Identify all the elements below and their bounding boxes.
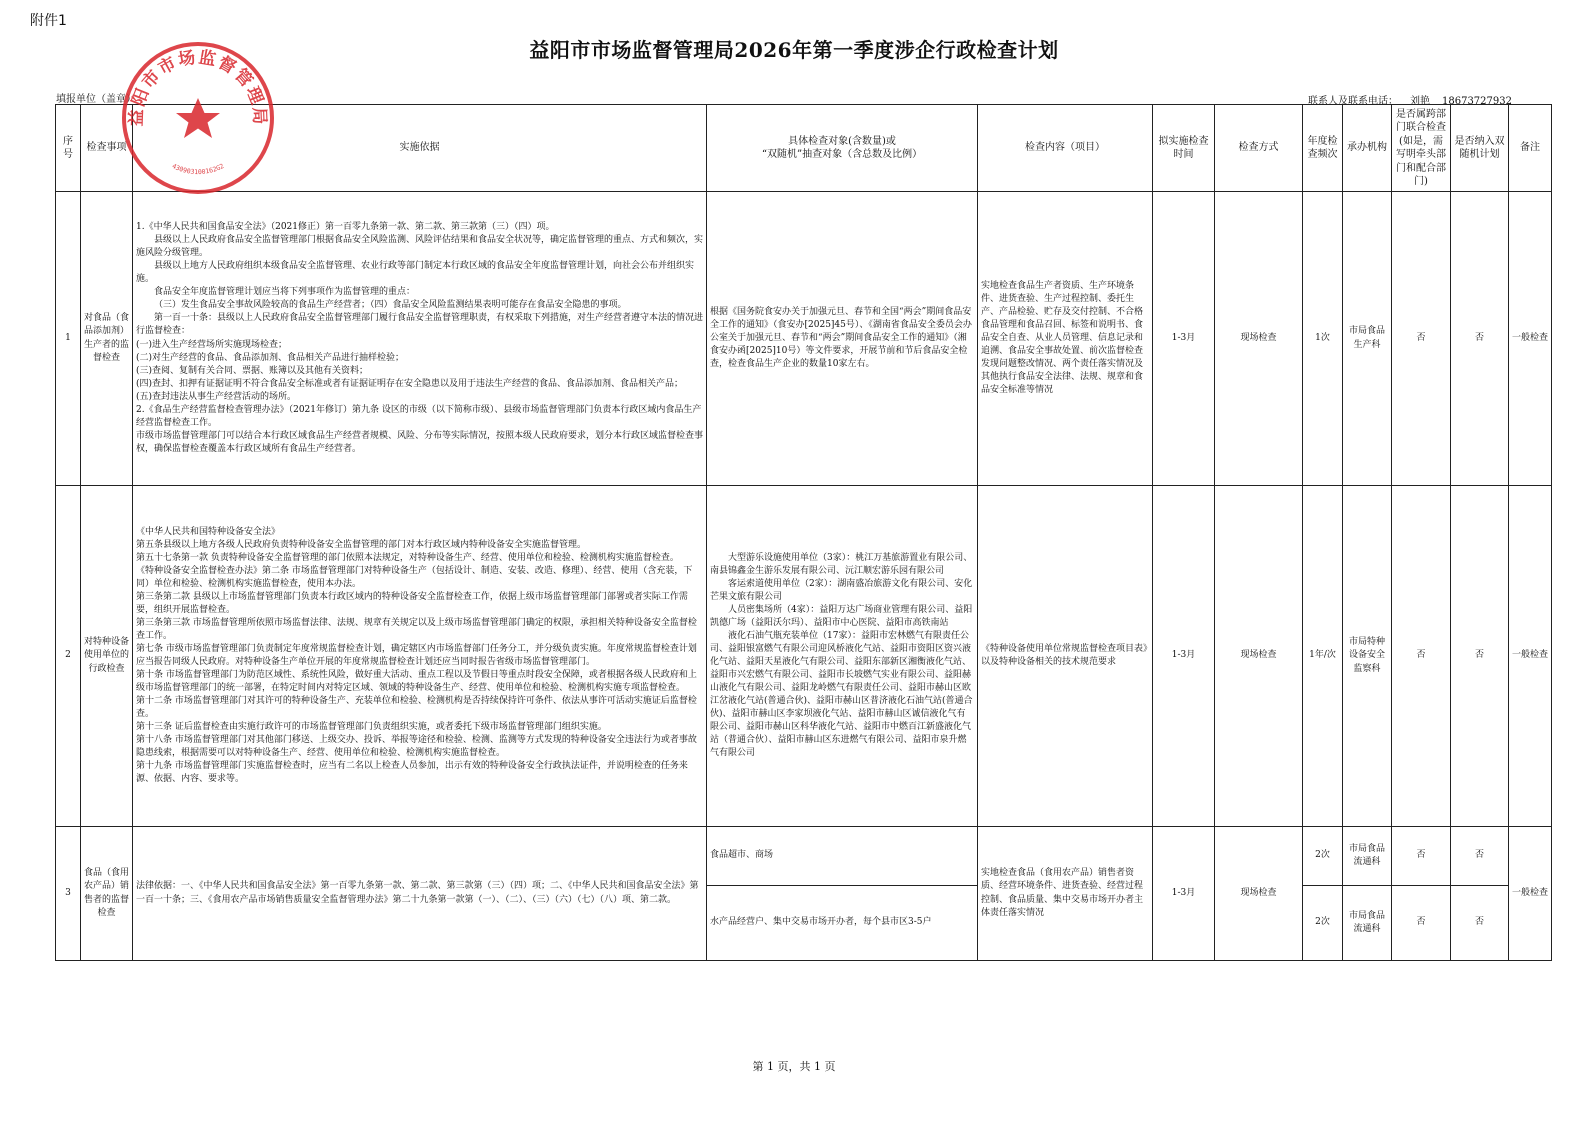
paragraph: 第十八条 市场监督管理部门对其他部门移送、上级交办、投诉、举报等途径和检验、检测、监测等方式发现的特种设备安全违法行为或者事故隐患线索，根据需要可以对特种设备生产、经营、使用单位和检验、检测机构实施监督检查。 xyxy=(136,735,697,759)
item-cell: 对食品（食品添加剂）生产者的监督检查 xyxy=(81,192,133,486)
paragraph: 第三条第二款 县级以上市场监督管理部门负责本行政区域内的特种设备安全监督检查工作，依据上级市场监督管理部门部署或者实际工作需要，组织开展监督检查。 xyxy=(136,591,688,615)
target-cell xyxy=(707,192,978,486)
page-footer: 第 1 页，共 1 页 xyxy=(752,1060,836,1073)
joint-cell: 否 xyxy=(1392,486,1451,827)
remark-cell: 一般检查 xyxy=(1509,486,1552,827)
contact-phone: 18673727932 xyxy=(1442,96,1512,107)
paragraph: 第五条县级以上地方各级人民政府负责特种设备安全监督管理的部门对本行政区域内特种设备安全实施监督管理。 xyxy=(136,539,587,550)
item-cell: 食品（食用农产品）销售者的监督检查 xyxy=(81,827,133,961)
joint-cell: 否 xyxy=(1392,192,1451,486)
seal-code-text: 430903100162G2 xyxy=(170,162,226,177)
header-freq: 年度检查频次 xyxy=(1303,105,1343,192)
time-cell: 1-3月 xyxy=(1153,192,1215,486)
table-row xyxy=(56,486,1552,827)
method-cell: 现场检查 xyxy=(1215,192,1303,486)
paragraph: 根据《国务院食安办关于加强元旦、春节和全国“两会”期间食品安全工作的通知》（食安办[2025]45号）、《湖南省食品安全委员会办公室关于加强元旦、春节和“两会”期间食品安全工作的通知》（湘食安办函[2025]10号）等文件要求，开展节前和节后食品安全检查，检查食品生产企业的数量10家左右。 xyxy=(710,306,972,370)
org-cell: 市局特种设备安全监察科 xyxy=(1343,486,1392,827)
header-basis: 实施依据 xyxy=(133,105,707,192)
freq-cell: 2次 xyxy=(1303,886,1343,961)
random-cell: 否 xyxy=(1451,486,1509,827)
header-item: 检查事项 xyxy=(81,105,133,192)
paragraph: 第十三条 证后监督检查由实施行政许可的市场监督管理部门负责组织实施，或者委托下级市场监督管理部门组织实施。 xyxy=(136,722,607,733)
content-cell: 《特种设备使用单位常规监督检查项目表》以及特种设备相关的技术规范要求 xyxy=(978,486,1153,827)
inspection-plan-table xyxy=(55,104,1552,961)
header-time: 拟实施检查时间 xyxy=(1153,105,1215,192)
paragraph: (四)查封、扣押有证据证明不符合食品安全标准或者有证据证明存在安全隐患以及用于违法生产经营的食品、食品添加剂、食品相关产品； xyxy=(136,378,684,389)
paragraph: 人员密集场所（4家）：益阳万达广场商业管理有限公司、益阳凯德广场（益阳沃尔玛）、益阳市中心医院、益阳市高铁南站 xyxy=(710,604,973,628)
basis-cell xyxy=(133,486,707,827)
paragraph: 《中华人民共和国特种设备安全法》 xyxy=(136,526,281,537)
content-cell: 实地检查食品（食用农产品）销售者资质、经营环境条件、进货查验、经营过程控制、食品质量、集中交易市场开办者主体责任落实情况 xyxy=(978,827,1153,961)
paragraph: (三)查阅、复制有关合同、票据、账簿以及其他有关资料； xyxy=(136,365,369,376)
table-row xyxy=(56,192,1552,486)
paragraph: (五)查封违法从事生产经营活动的场所。 xyxy=(136,391,297,402)
time-cell: 1-3月 xyxy=(1153,486,1215,827)
basis-cell xyxy=(133,827,707,961)
random-cell: 否 xyxy=(1451,192,1509,486)
paragraph: (一)进入生产经营场所实施现场检查； xyxy=(136,339,288,350)
paragraph: 第三条第三款 市场监督管理所依照市场监督法律、法规、规章有关规定以及上级市场监督管理部门确定的权限，承担相关特种设备安全监督检查工作。 xyxy=(136,617,697,641)
header-remark: 备注 xyxy=(1509,105,1552,192)
paragraph: 1.《中华人民共和国食品安全法》（2021修正）第一百零九条第一款、第二款、第三款第（三）（四）项。 xyxy=(136,222,555,233)
time-cell: 1-3月 xyxy=(1153,827,1215,961)
paragraph: 法律依据：一、《中华人民共和国食品安全法》第一百零九条第一款、第二款、第三款第（三）（四）项；二、《中华人民共和国食品安全法》第一百一十条；三、《食用农产品市场销售质量安全监督管理办法》第二十九条第一款第（一）、（二）、（三）（六）（七）（八）项、第二款。 xyxy=(136,881,699,905)
header-target: 具体检查对象(含数量)或 “双随机”抽查对象（含总数及比例） xyxy=(707,105,978,192)
joint-cell: 否 xyxy=(1392,886,1451,961)
contact-name: 刘艳 xyxy=(1410,96,1430,107)
contact-label: 联系人及联系电话： xyxy=(1308,96,1398,107)
paragraph: 食品安全年度监督管理计划应当将下列事项作为监督管理的重点： xyxy=(154,287,416,298)
random-cell: 否 xyxy=(1451,827,1509,886)
paragraph: 客运索道使用单位（2家）：湖南盛冶旅游文化有限公司、安化芒果文旅有限公司 xyxy=(710,578,973,602)
item-cell: 对特种设备使用单位的行政检查 xyxy=(81,486,133,827)
remark-cell: 一般检查 xyxy=(1509,192,1552,486)
method-cell: 现场检查 xyxy=(1215,827,1303,961)
basis-cell xyxy=(133,192,707,486)
paragraph: 2.《食品生产经营监督检查管理办法》（2021年修订）第九条 设区的市级（以下简称市级）、县级市场监督管理部门负责本行政区域内食品生产经营监督检查工作。 xyxy=(136,404,702,428)
paragraph: 第十九条 市场监督管理部门实施监督检查时，应当有二名以上检查人员参加，出示有效的特种设备安全行政执法证件，并说明检查的任务来源、依据、内容、要求等。 xyxy=(136,761,688,785)
header-row xyxy=(56,105,1552,192)
seq-cell: 3 xyxy=(56,827,81,961)
target-cell: 食品超市、商场 xyxy=(707,827,978,886)
paragraph: 《特种设备安全监督检查办法》第二条 市场监督管理部门对特种设备生产（包括设计、制造、安装、改造、修理）、经营、使用（含充装，下同）单位和检验、检测机构实施监督检查，使用本办法。 xyxy=(136,565,693,589)
paragraph: (二)对生产经营的食品、食品添加剂、食品相关产品进行抽样检验； xyxy=(136,352,405,363)
paragraph: （三）发生食品安全事故风险较高的食品生产经营者；（四）食品安全风险监测结果表明可能存在食品安全隐患的事项。 xyxy=(154,300,627,311)
paragraph: 第一百一十条：县级以上人民政府食品安全监督管理部门履行食品安全监督管理职责，有权采取下列措施，对生产经营者遵守本法的情况进行监督检查： xyxy=(136,313,704,337)
paragraph: 第七条 市级市场监督管理部门负责制定年度常规监督检查计划，确定辖区内市场监督部门任务分工，并分级负责实施。年度常规监督检查计划应当报告同级人民政府。对特种设备生产单位开展的年度常规监督检查计划还应当同时报告省级市场监督管理部门。 xyxy=(136,643,697,667)
header-joint: 是否属跨部门联合检查(如是，需写明牵头部门和配合部门) xyxy=(1392,105,1451,192)
attachment-label: 附件1 xyxy=(30,13,67,29)
page-title: 益阳市市场监督管理局2026年第一季度涉企行政检查计划 xyxy=(529,38,1059,62)
paragraph: 第五十七条第一款 负责特种设备安全监督管理的部门依照本法规定，对特种设备生产、经营、使用单位和检验、检测机构实施监督检查。 xyxy=(136,552,679,563)
table-row xyxy=(56,827,1552,886)
random-cell: 否 xyxy=(1451,886,1509,961)
seq-cell: 2 xyxy=(56,486,81,827)
header-random: 是否纳入双随机计划 xyxy=(1451,105,1509,192)
freq-cell: 2次 xyxy=(1303,827,1343,886)
header-seq: 序号 xyxy=(56,105,81,192)
remark-cell: 一般检查 xyxy=(1509,827,1552,961)
paragraph: 县级以上地方人民政府组织本级食品安全监督管理、农业行政等部门制定本行政区域的食品安全年度监督管理计划，向社会公布并组织实施。 xyxy=(136,261,695,285)
content-cell: 实地检查食品生产者资质、生产环境条件、进货查验、生产过程控制、委托生产、产品检验、贮存及交付控制、不合格食品管理和食品召回、标签和说明书、食品安全自查、从业人员管理、信息记录和追溯、食品安全事故处置、前次监督检查发现问题整改情况、两个责任落实情况及其他执行食品安全法律、法规、规章和食品安全标准等情况 xyxy=(978,192,1153,486)
header-method: 检查方式 xyxy=(1215,105,1303,192)
org-cell: 市局食品生产科 xyxy=(1343,192,1392,486)
reporting-unit: 填报单位（盖章） xyxy=(56,94,136,105)
freq-cell: 1年/次 xyxy=(1303,486,1343,827)
paragraph: 第十条 市场监督管理部门为防范区域性、系统性风险，做好重大活动、重点工程以及节假日等重点时段安全保障，或者根据各级人民政府和上级市场监督管理部门的统一部署，在特定时间内对特定区域、领域的特种设备生产、经营、使用单位和检验、检测机构实施专项监督检查。 xyxy=(136,670,697,694)
paragraph: 市级市场监督管理部门可以结合本行政区域食品生产经营者规模、风险、分布等实际情况，按照本级人民政府要求，划分本行政区域监督检查事权，确保监督检查覆盖本行政区域所有食品生产经营者。 xyxy=(136,430,704,454)
seq-cell: 1 xyxy=(56,192,81,486)
org-cell: 市局食品流通科 xyxy=(1343,886,1392,961)
paragraph: 县级以上人民政府食品安全监督管理部门根据食品安全风险监测、风险评估结果和食品安全状况等，确定监督管理的重点、方式和频次，实施风险分级管理。 xyxy=(136,235,704,259)
target-cell xyxy=(707,486,978,827)
seal-name-text: 益阳市市场监督管理局 xyxy=(126,47,270,127)
paragraph: 液化石油气瓶充装单位（17家）：益阳市宏林燃气有限责任公司、益阳银富燃气有限公司迎风桥液化气站、益阳市资阳区资兴液化气站、益阳天星液化气有限公司、益阳东部新区湘衡液化气站、益阳市兴宏燃气有限公司、益阳市长坡燃气实业有限公司、益阳赫山液化气有限公司、益阳龙岭燃气有限责任公司、益阳市赫山区欧江岔液化气站(普通合伙)、益阳市赫山区普济液化石油气站(普通合伙)、益阳市赫山区李家坝液化气站、益阳市赫山区诚信液化气有限公司、益阳市赫山区科华液化气站、益阳市中燃百江新盛液化气站（普通合伙）、益阳市赫山区东进燃气有限公司、益阳市泉升燃气有限公司 xyxy=(710,630,973,759)
freq-cell: 1次 xyxy=(1303,192,1343,486)
header-content: 检查内容（项目） xyxy=(978,105,1153,192)
method-cell: 现场检查 xyxy=(1215,486,1303,827)
joint-cell: 否 xyxy=(1392,827,1451,886)
paragraph: 第十二条 市场监督管理部门对其许可的特种设备生产、充装单位和检验、检测机构是否持续保持许可条件、依法从事许可活动实施证后监督检查。 xyxy=(136,696,697,720)
org-cell: 市局食品流通科 xyxy=(1343,827,1392,886)
target-cell: 水产品经营户、集中交易市场开办者，每个县市区3-5户 xyxy=(707,886,978,961)
header-org: 承办机构 xyxy=(1343,105,1392,192)
paragraph: 大型游乐设施使用单位（3家）：桃江万基旅游置业有限公司、南县锦鑫金生游乐发展有限公司、沅江顺宏游乐园有限公司 xyxy=(710,552,973,576)
